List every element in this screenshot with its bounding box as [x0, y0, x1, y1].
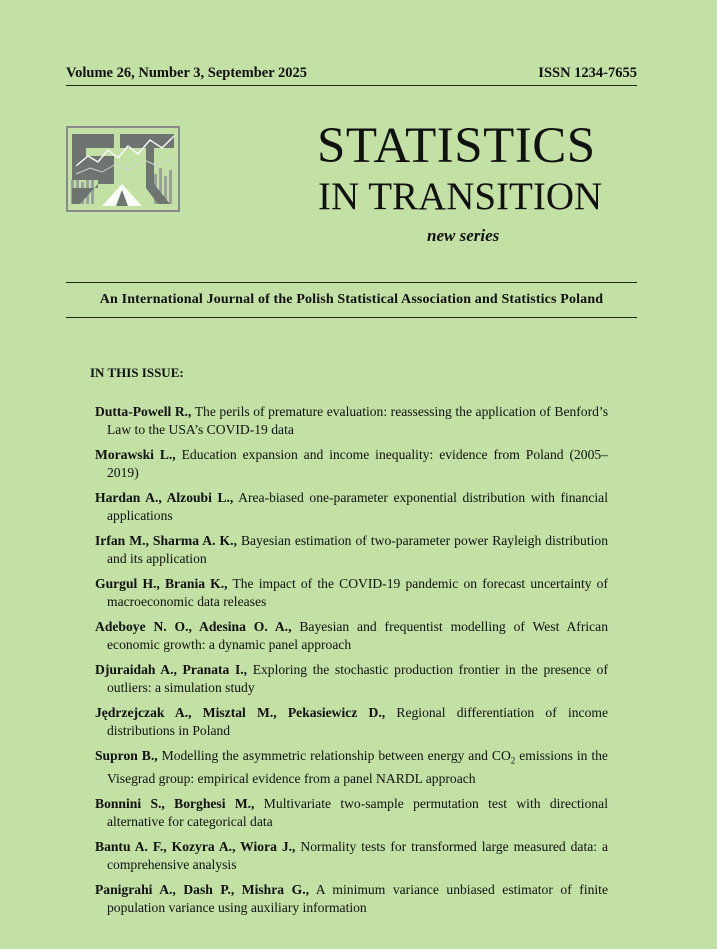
issue-heading: IN THIS ISSUE:: [90, 365, 184, 380]
article-title: The impact of the COVID-19 pandemic on forecast uncertainty of macroeconomic data releases: [107, 575, 608, 610]
article-authors: Morawski L.,: [95, 446, 176, 462]
article-authors: Jędrzejczak A., Misztal M., Pekasiewicz D.,: [95, 704, 386, 720]
article-title: Regional differentiation of income distributions in Poland: [107, 704, 608, 739]
journal-subtitle: new series: [427, 226, 500, 245]
journal-title-line2: IN TRANSITION: [318, 175, 603, 218]
article-entry: [95, 575, 608, 612]
article-entry: [95, 403, 608, 440]
article-authors: Irfan M., Sharma A. K.,: [95, 532, 237, 548]
article-authors: Adeboye N. O., Adesina O. A.,: [95, 618, 292, 634]
journal-title-line1: STATISTICS: [317, 118, 596, 174]
issue-info: Volume 26, Number 3, September 2025: [66, 65, 307, 81]
article-entry: [95, 881, 608, 918]
article-authors: Bantu A. F., Kozyra A., Wiora J.,: [95, 838, 296, 854]
article-title: A minimum variance unbiased estimator of finite population variance using auxiliary information: [107, 881, 608, 915]
article-title: Multivariate two-sample permutation test with directional alternative for categorical data: [107, 795, 608, 829]
article-title: Exploring the stochastic production frontier in the presence of outliers: a simulation study: [107, 661, 609, 696]
article-entry: [95, 661, 608, 698]
article-authors: Supron B.,: [95, 747, 158, 763]
article-authors: Panigrahi A., Dash P., Mishra G.,: [95, 881, 309, 897]
article-entry: [95, 446, 608, 483]
article-title: Modelling the asymmetric relationship between energy and CO: [157, 747, 511, 763]
article-entry: [95, 489, 608, 526]
article-entry: [95, 795, 608, 832]
header-rule: [66, 85, 637, 86]
article-entry: [95, 704, 608, 741]
article-authors: Gurgul H., Brania K.,: [95, 575, 228, 591]
journal-tagline: An International Journal of the Polish Statistical Association and Statistics Poland: [99, 292, 604, 307]
article-entry: [95, 838, 608, 875]
article-authors: Hardan A., Alzoubi L.,: [95, 489, 234, 505]
subscript-2: 2: [510, 755, 516, 766]
article-entry: [95, 747, 608, 788]
issn: ISSN 1234-7655: [538, 65, 637, 81]
article-authors: Dutta-Powell R.,: [95, 404, 192, 419]
journal-logo-icon: [66, 126, 180, 212]
tagline-rule-top: [66, 282, 637, 283]
article-title: The perils of premature evaluation: reassessing the application of Benford’s Law to the USA’s COVID-19 data: [107, 404, 608, 438]
article-title: Education expansion and income inequality: evidence from Poland (2005–2019): [107, 446, 608, 481]
tagline-rule-bottom: [66, 317, 637, 318]
article-authors: Bonnini S., Borghesi M.,: [95, 795, 255, 811]
header-line: [66, 64, 637, 82]
article-entry: [95, 532, 608, 569]
article-title-continued: emissions in the Visegrad group: empirical evidence from a panel NARDL approach: [107, 747, 608, 786]
article-entry: [95, 618, 608, 655]
article-title: Bayesian estimation of two-parameter power Rayleigh distribution and its application: [107, 532, 608, 567]
article-title: Area-biased one-parameter exponential distribution with financial applications: [107, 489, 608, 524]
article-list: [95, 403, 608, 924]
article-title: Bayesian and frequentist modelling of West African economic growth: a dynamic panel approach: [107, 618, 608, 653]
article-title: Normality tests for transformed large measured data: a comprehensive analysis: [107, 838, 609, 872]
article-authors: Djuraidah A., Pranata I.,: [95, 661, 248, 677]
